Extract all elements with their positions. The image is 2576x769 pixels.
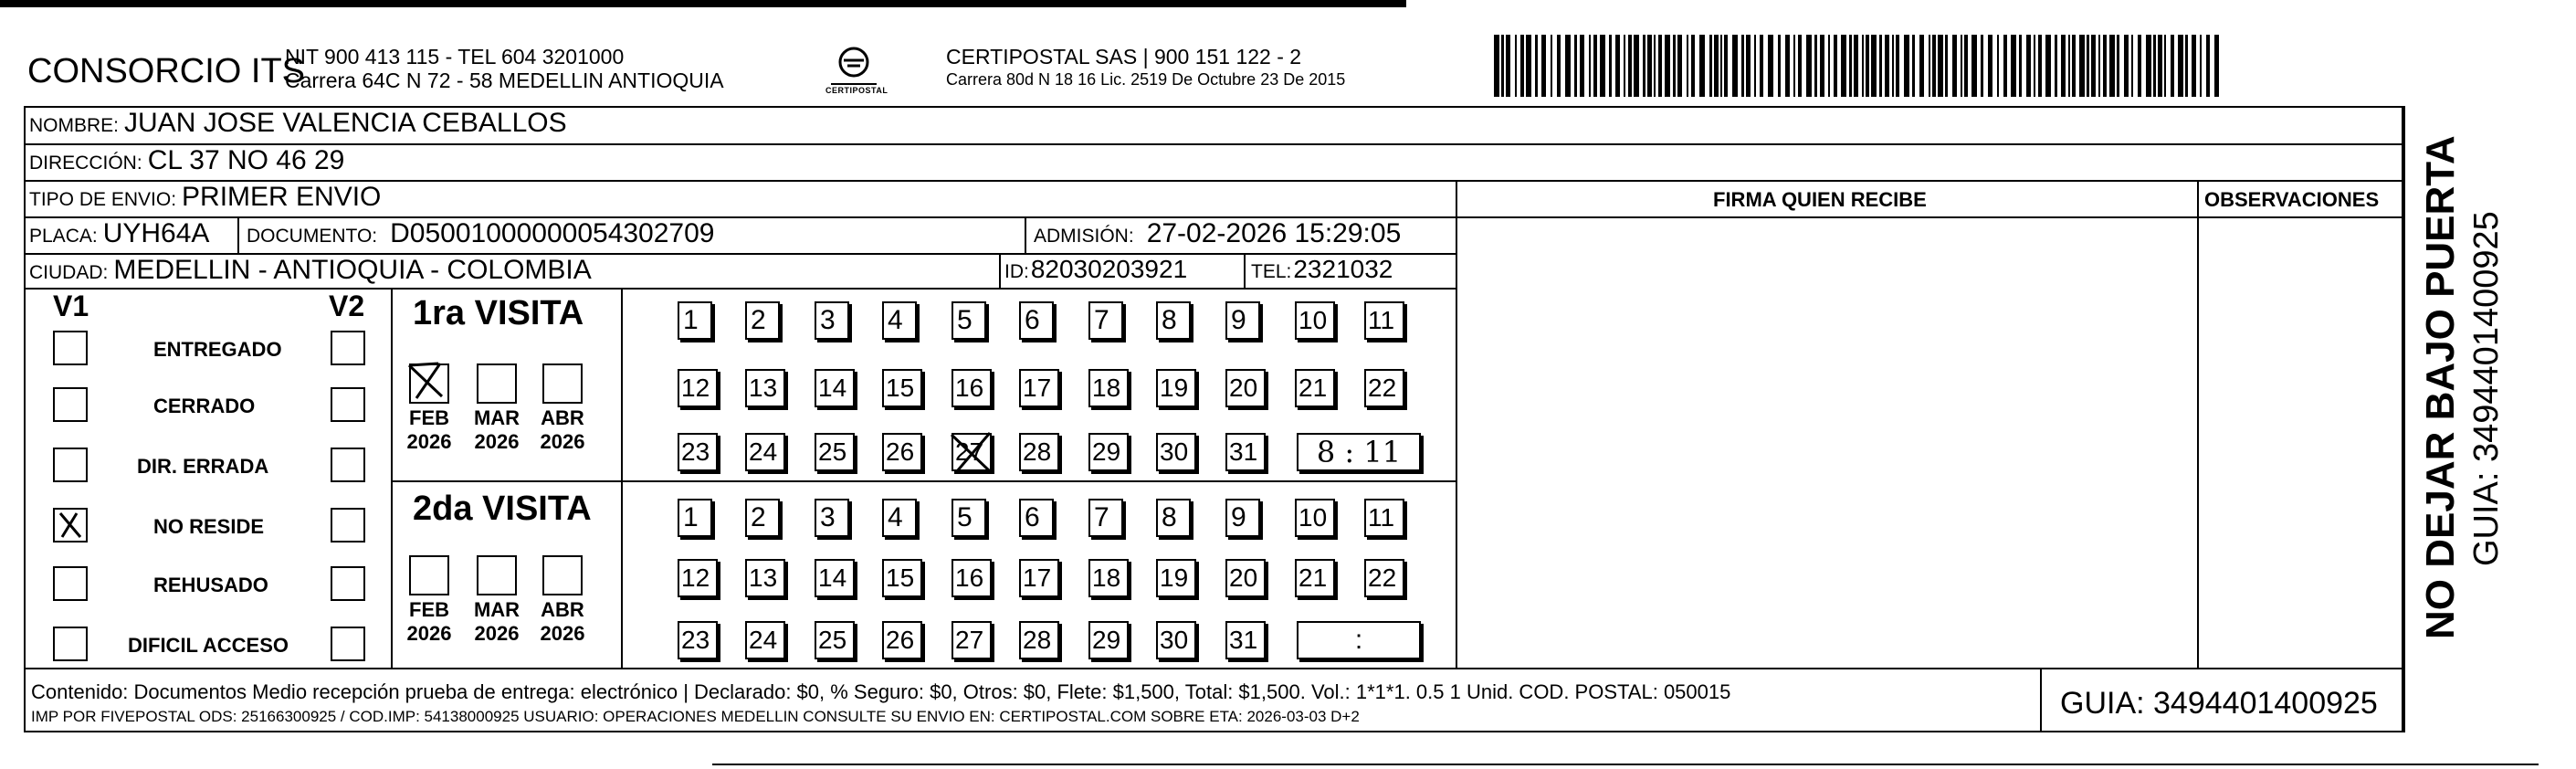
v1-checkbox[interactable] xyxy=(53,448,88,482)
placa-label: PLACA: xyxy=(29,226,98,247)
day-box[interactable]: 29 xyxy=(1088,433,1129,471)
day-box[interactable]: 11 xyxy=(1364,499,1404,537)
barcode-bar xyxy=(1814,35,1817,97)
tel-row xyxy=(1251,255,1393,284)
barcode-bar xyxy=(2045,35,2051,97)
barcode-bar xyxy=(1929,35,1930,97)
barcode-bar xyxy=(1754,35,1756,97)
footer-line1: Contenido: Documentos Medio recepción prueba de entrega: electrónico | Declarado: $0, % Seguro: $0, Otros: $0, Flete: $1,500, Total: $1,500. Vol.: 1*1*1. 0.5 1 Unid. COD. POSTAL: 050015 xyxy=(31,680,1731,703)
barcode-bar xyxy=(2164,35,2166,97)
barcode-bar xyxy=(2061,35,2066,97)
barcode-bar xyxy=(2038,35,2042,97)
barcode-bar xyxy=(2091,35,2096,97)
barcode-bar xyxy=(1871,35,1877,97)
v2-header: V2 xyxy=(329,290,365,322)
v1-checkbox[interactable] xyxy=(53,508,88,543)
barcode-bar xyxy=(2109,35,2115,97)
company-name: CONSORCIO ITS xyxy=(27,52,306,90)
barcode-bar xyxy=(2138,35,2141,97)
documento-label: DOCUMENTO: xyxy=(247,226,378,247)
month-year: 2026 xyxy=(474,622,520,645)
day-box[interactable]: 31 xyxy=(1225,621,1266,659)
barcode-bar xyxy=(2098,35,2100,97)
barcode-bar xyxy=(1988,35,1992,97)
day-box[interactable]: 13 xyxy=(745,369,785,407)
barcode-bar xyxy=(1541,35,1546,97)
month-label: MAR xyxy=(473,598,520,621)
id-value: 82030203921 xyxy=(1030,255,1188,283)
day-box[interactable]: 13 xyxy=(745,559,785,597)
barcode-bar xyxy=(1952,35,1957,97)
day-box[interactable]: 16 xyxy=(952,559,992,597)
v1-checkbox[interactable] xyxy=(53,331,88,365)
visit1-title: 1ra VISITA xyxy=(413,294,584,332)
time-box[interactable] xyxy=(1297,433,1421,471)
barcode-bar xyxy=(2131,35,2133,97)
barcode-bar xyxy=(1760,35,1763,97)
barcode-bar xyxy=(1580,35,1584,97)
barcode-bar xyxy=(1520,35,1524,97)
day-box[interactable]: 17 xyxy=(1019,559,1059,597)
barcode-bar xyxy=(1768,35,1773,97)
barcode-bar xyxy=(2153,35,2156,97)
barcode-bar xyxy=(1746,35,1751,97)
v2-checkbox[interactable] xyxy=(331,508,365,543)
day-box[interactable]: 22 xyxy=(1364,559,1404,597)
barcode-bar xyxy=(2171,35,2174,97)
day-box[interactable]: 14 xyxy=(815,559,855,597)
status-label: CERRADO xyxy=(153,395,256,417)
day-box[interactable]: 3 xyxy=(815,301,849,340)
day-box[interactable]: 23 xyxy=(678,621,718,659)
barcode-bar xyxy=(1879,35,1882,97)
day-box[interactable]: 1 xyxy=(678,301,712,340)
day-box[interactable]: 6 xyxy=(1019,301,1054,340)
day-box[interactable]: 29 xyxy=(1088,621,1129,659)
admision-label: ADMISIÓN: xyxy=(1034,226,1134,247)
day-mark xyxy=(948,427,997,481)
barcode-bar xyxy=(1677,35,1682,97)
side-guia: GUIA: 3494401400925 xyxy=(2467,211,2506,566)
barcode-bar xyxy=(1896,35,1899,97)
barcode-bar xyxy=(1609,35,1612,97)
barcode-bar xyxy=(2011,35,2016,97)
v1-checkbox[interactable] xyxy=(53,627,88,661)
barcode-bar xyxy=(2206,35,2210,97)
day-box[interactable]: 3 xyxy=(815,499,849,537)
barcode-bar xyxy=(1526,35,1531,97)
month-year: 2026 xyxy=(474,430,520,453)
barcode-bar xyxy=(1892,35,1894,97)
barcode-bar xyxy=(1904,35,1909,97)
barcode-bar xyxy=(2019,35,2022,97)
day-box[interactable]: 15 xyxy=(882,369,922,407)
month-checkbox[interactable] xyxy=(477,555,517,595)
day-box[interactable]: 15 xyxy=(882,559,922,597)
status-label: DIFICIL ACCESO xyxy=(128,634,289,657)
barcode-bar xyxy=(2087,35,2089,97)
day-box[interactable]: 14 xyxy=(815,369,855,407)
month-checkbox[interactable] xyxy=(409,555,449,595)
day-box[interactable]: 25 xyxy=(815,433,855,471)
barcode-bar xyxy=(2055,35,2057,97)
month-checkbox[interactable] xyxy=(409,363,449,404)
barcode-bar xyxy=(1557,35,1561,97)
placa-value: UYH64A xyxy=(102,218,210,248)
direccion-value: CL 37 NO 46 29 xyxy=(147,145,345,175)
barcode-bar xyxy=(1501,35,1504,97)
tel-label: TEL: xyxy=(1251,261,1292,282)
top-edge xyxy=(0,0,1406,7)
status-label: REHUSADO xyxy=(153,574,268,596)
barcode-bar xyxy=(2200,35,2202,97)
barcode-bar xyxy=(1964,35,1968,97)
day-box[interactable]: 5 xyxy=(952,499,986,537)
day-box[interactable]: 8 xyxy=(1156,499,1191,537)
ciudad-label: CIUDAD: xyxy=(29,262,109,283)
barcode-bar xyxy=(1724,35,1728,97)
barcode-bar xyxy=(1593,35,1597,97)
certipostal-logo xyxy=(822,44,886,99)
day-box[interactable]: 28 xyxy=(1019,433,1059,471)
time-box[interactable] xyxy=(1297,621,1421,659)
barcode-bar xyxy=(1494,35,1499,97)
barcode-bar xyxy=(1841,35,1846,97)
day-box[interactable]: 26 xyxy=(882,621,922,659)
barcode-bar xyxy=(1535,35,1538,97)
footer-line2: IMP POR FIVEPOSTAL ODS: 25166300925 / COD.IMP: 54138000925 USUARIO: OPERACIONES MEDELLIN CONSULTE SU ENVIO EN: CERTIPOSTAL.COM SOBRE ETA: 2026-03-03 D+2 xyxy=(31,708,1360,725)
barcode-bar xyxy=(1691,35,1695,97)
day-box[interactable]: 4 xyxy=(882,301,917,340)
month-checkbox[interactable] xyxy=(542,363,583,404)
day-box[interactable]: 31 xyxy=(1225,433,1266,471)
barcode-bar xyxy=(1714,35,1719,97)
barcode-bar xyxy=(2026,35,2031,97)
barcode-bar xyxy=(1798,35,1802,97)
barcode-bar xyxy=(1849,35,1852,97)
month-year: 2026 xyxy=(540,622,585,645)
day-box[interactable]: 8 xyxy=(1156,301,1191,340)
barcode-bar xyxy=(2003,35,2007,97)
barcode-bar xyxy=(1515,35,1517,97)
operator-license: Carrera 80d N 18 16 Lic. 2519 De Octubre 23 De 2015 xyxy=(946,70,1346,89)
barcode-bar xyxy=(2079,35,2085,97)
barcode-bar xyxy=(2192,35,2196,97)
v2-checkbox[interactable] xyxy=(331,448,365,482)
time-value: 8 : 11 xyxy=(1316,435,1402,469)
day-box[interactable]: 9 xyxy=(1225,499,1260,537)
barcode-bar xyxy=(1806,35,1812,97)
day-box[interactable]: 12 xyxy=(678,559,718,597)
day-box[interactable]: 6 xyxy=(1019,499,1054,537)
barcode-bar xyxy=(1862,35,1864,97)
day-box[interactable]: 27 xyxy=(952,433,992,471)
barcode-bar xyxy=(1834,35,1837,97)
barcode-bar xyxy=(1866,35,1869,97)
day-box[interactable]: 27 xyxy=(952,621,992,659)
barcode-bar xyxy=(1820,35,1824,97)
day-box[interactable]: 18 xyxy=(1088,369,1129,407)
visit2-title: 2da VISITA xyxy=(413,490,592,528)
barcode-bar xyxy=(1741,35,1744,97)
v1-header: V1 xyxy=(53,290,89,322)
day-box[interactable]: 4 xyxy=(882,499,917,537)
company-nit: NIT 900 413 115 - TEL 604 3201000 xyxy=(285,45,625,68)
barcode-bar xyxy=(1961,35,1962,97)
nombre-value: JUAN JOSE VALENCIA CEBALLOS xyxy=(124,108,567,138)
barcode-bar xyxy=(1589,35,1591,97)
barcode-bar xyxy=(1945,35,1948,97)
day-box[interactable]: 23 xyxy=(678,433,718,471)
barcode-bar xyxy=(1665,35,1670,97)
id-row xyxy=(1004,255,1187,284)
day-box[interactable]: 11 xyxy=(1364,301,1404,340)
month-label: ABR xyxy=(541,598,584,621)
barcode-bar xyxy=(1854,35,1858,97)
day-box[interactable]: 7 xyxy=(1088,301,1123,340)
day-box[interactable]: 30 xyxy=(1156,621,1196,659)
day-box[interactable]: 22 xyxy=(1364,369,1404,407)
v2-checkbox[interactable] xyxy=(331,387,365,422)
day-box[interactable]: 25 xyxy=(815,621,855,659)
id-label: ID: xyxy=(1004,261,1029,282)
day-box[interactable]: 19 xyxy=(1156,369,1196,407)
month-year: 2026 xyxy=(406,622,452,645)
day-box[interactable]: 20 xyxy=(1225,559,1266,597)
tipo-label: TIPO DE ENVIO: xyxy=(29,189,177,210)
day-box[interactable]: 18 xyxy=(1088,559,1129,597)
nombre-row xyxy=(29,108,567,139)
footer-guia: GUIA: 3494401400925 xyxy=(2060,686,2378,721)
barcode-bar xyxy=(1565,35,1571,97)
barcode-bar xyxy=(1654,35,1656,97)
company-address: Carrera 64C N 72 - 58 MEDELLIN ANTIOQUIA xyxy=(285,68,724,92)
logo-wordmark: CERTIPOSTAL xyxy=(825,86,888,95)
ciudad-row xyxy=(29,255,592,286)
month-label: FEB xyxy=(409,406,449,429)
day-box[interactable]: 12 xyxy=(678,369,718,407)
day-box[interactable]: 7 xyxy=(1088,499,1123,537)
documento-row xyxy=(247,218,714,249)
operator-name: CERTIPOSTAL SAS | 900 151 122 - 2 xyxy=(946,45,1302,68)
barcode-bar xyxy=(1624,35,1625,97)
day-box[interactable]: 26 xyxy=(882,433,922,471)
barcode-bar xyxy=(1720,35,1722,97)
barcode-bar xyxy=(2072,35,2076,97)
day-box[interactable]: 21 xyxy=(1295,559,1335,597)
barcode-bar xyxy=(2124,35,2129,97)
barcode-bar xyxy=(2103,35,2107,97)
barcode-bar xyxy=(1971,35,1977,97)
tipo-value: PRIMER ENVIO xyxy=(182,182,382,212)
day-box[interactable]: 24 xyxy=(745,433,785,471)
day-box[interactable]: 19 xyxy=(1156,559,1196,597)
day-box[interactable]: 21 xyxy=(1295,369,1335,407)
month-checkbox[interactable] xyxy=(477,363,517,404)
barcode-bar xyxy=(1828,35,1830,97)
direccion-label: DIRECCIÓN: xyxy=(29,153,142,174)
firma-header: FIRMA QUIEN RECIBE xyxy=(1713,188,1927,211)
barcode-bar xyxy=(1912,35,1915,97)
day-box[interactable]: 20 xyxy=(1225,369,1266,407)
barcode-bar xyxy=(1997,35,1999,97)
barcode-bar xyxy=(1615,35,1620,97)
status-label: NO RESIDE xyxy=(153,515,265,538)
day-box[interactable]: 17 xyxy=(1019,369,1059,407)
admision-row xyxy=(1034,218,1401,249)
documento-value: D05001000000054302709 xyxy=(390,218,715,248)
barcode-bar xyxy=(1732,35,1738,97)
nombre-label: NOMBRE: xyxy=(29,115,120,136)
day-box[interactable]: 30 xyxy=(1156,433,1196,471)
barcode xyxy=(1494,35,2219,97)
day-box[interactable]: 28 xyxy=(1019,621,1059,659)
day-box[interactable]: 9 xyxy=(1225,301,1260,340)
day-box[interactable]: 2 xyxy=(745,301,780,340)
barcode-bar xyxy=(1785,35,1790,97)
barcode-bar xyxy=(1793,35,1795,97)
barcode-bar xyxy=(1919,35,1924,97)
direccion-row xyxy=(29,145,344,176)
barcode-bar xyxy=(2178,35,2183,97)
barcode-bar xyxy=(2146,35,2151,97)
day-box[interactable]: 10 xyxy=(1295,301,1335,340)
barcode-bar xyxy=(2068,35,2070,97)
v2-checkbox[interactable] xyxy=(331,331,365,365)
v2-checkbox[interactable] xyxy=(331,627,365,661)
day-box[interactable]: 1 xyxy=(678,499,712,537)
barcode-bar xyxy=(1574,35,1577,97)
day-box[interactable]: 2 xyxy=(745,499,780,537)
day-box[interactable]: 10 xyxy=(1295,499,1335,537)
status-label: ENTREGADO xyxy=(153,338,282,361)
barcode-bar xyxy=(1551,35,1552,97)
barcode-bar xyxy=(2158,35,2162,97)
barcode-bar xyxy=(1709,35,1712,97)
observaciones-header: OBSERVACIONES xyxy=(2204,188,2380,211)
time-value: : xyxy=(1354,625,1363,655)
v2-checkbox[interactable] xyxy=(331,566,365,601)
month-label: FEB xyxy=(409,598,449,621)
barcode-bar xyxy=(2034,35,2035,97)
tipo-row xyxy=(29,182,381,213)
tel-value: 2321032 xyxy=(1293,255,1393,283)
day-box[interactable]: 24 xyxy=(745,621,785,659)
month-year: 2026 xyxy=(540,430,585,453)
barcode-bar xyxy=(1643,35,1645,97)
barcode-bar xyxy=(1938,35,1943,97)
barcode-bar xyxy=(1634,35,1639,97)
barcode-bar xyxy=(1647,35,1652,97)
month-label: MAR xyxy=(473,406,520,429)
barcode-bar xyxy=(2117,35,2119,97)
ciudad-value: MEDELLIN - ANTIOQUIA - COLOMBIA xyxy=(113,255,592,285)
admision-value: 27-02-2026 15:29:05 xyxy=(1146,218,1402,248)
month-label: ABR xyxy=(541,406,584,429)
month-year: 2026 xyxy=(406,430,452,453)
barcode-bar xyxy=(1885,35,1889,97)
v1-checkbox[interactable] xyxy=(53,387,88,422)
barcode-bar xyxy=(1506,35,1510,97)
barcode-bar xyxy=(1699,35,1705,97)
barcode-bar xyxy=(1628,35,1632,97)
barcode-bar xyxy=(2214,35,2219,97)
barcode-bar xyxy=(1658,35,1662,97)
barcode-bar xyxy=(1600,35,1605,97)
bottom-edge xyxy=(712,764,2539,765)
barcode-bar xyxy=(2185,35,2188,97)
status-label: DIR. ERRADA xyxy=(137,455,269,478)
day-box[interactable]: 5 xyxy=(952,301,986,340)
barcode-bar xyxy=(1778,35,1781,97)
day-box[interactable]: 16 xyxy=(952,369,992,407)
side-instruction: NO DEJAR BAJO PUERTA xyxy=(2418,135,2463,639)
barcode-bar xyxy=(1687,35,1688,97)
placa-row xyxy=(29,218,209,249)
v1-checkbox[interactable] xyxy=(53,566,88,601)
month-checkbox[interactable] xyxy=(542,555,583,595)
barcode-bar xyxy=(1673,35,1676,97)
barcode-bar xyxy=(1981,35,1983,97)
barcode-bar xyxy=(1932,35,1936,97)
